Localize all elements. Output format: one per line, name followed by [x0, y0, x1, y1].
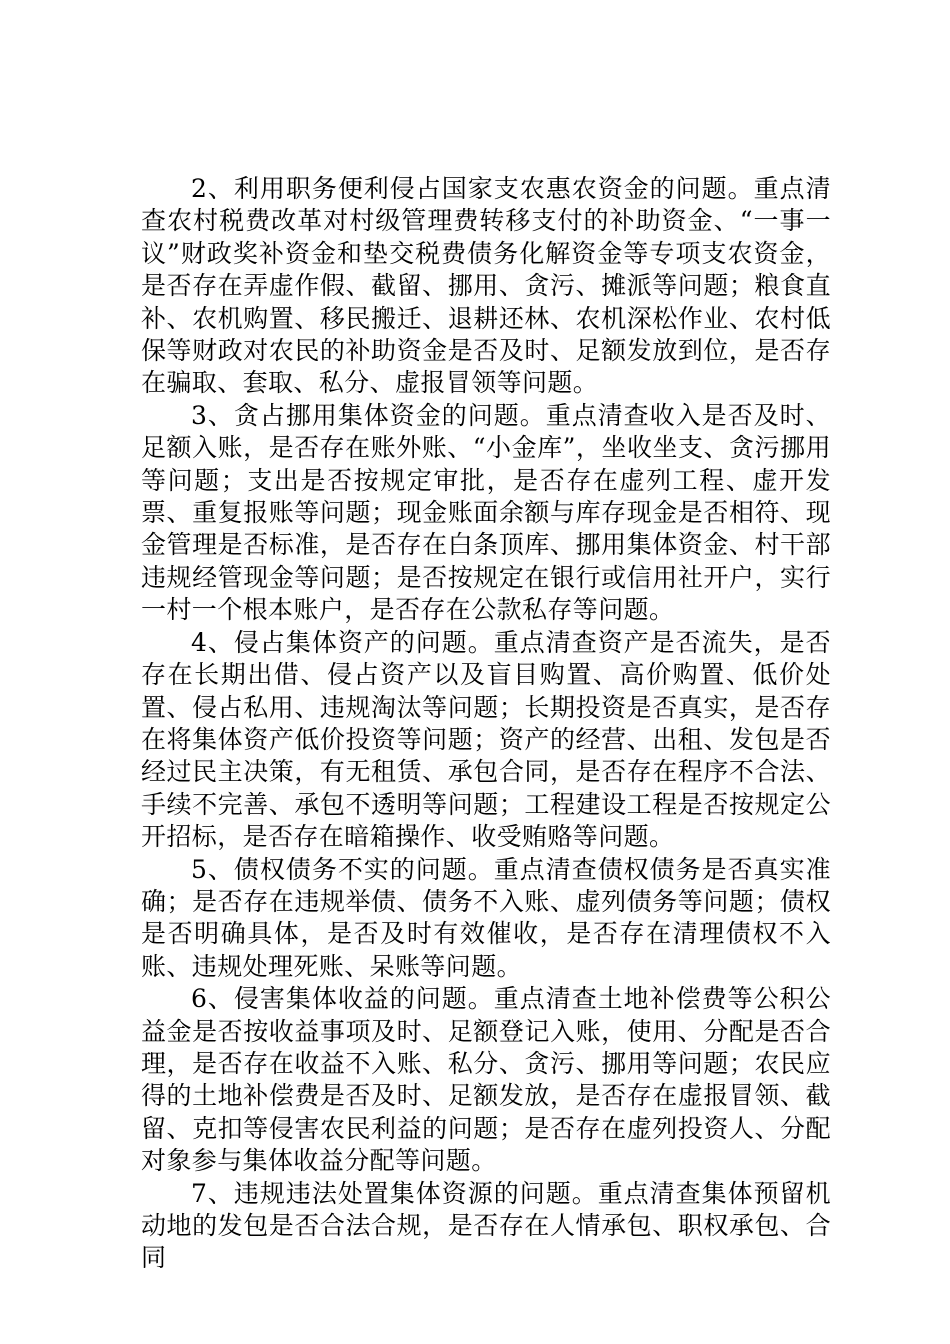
- paragraph-item-3: 3、贪占挪用集体资金的问题。重点清查收入是否及时、足额入账，是否存在账外账、“小金库”，坐收坐支、贪污挪用等问题；支出是否按规定审批，是否存在虚列工程、虚开发票、重复报账等问题；现金账面余额与库存现金是否相符、现金管理是否标准，是否存在白条顶库、挪用集体资金、村干部违规经管现金等问题；是否按规定在银行或信用社开户，实行一村一个根本账户，是否存在公款私存等问题。: [141, 400, 831, 625]
- document-body: [141, 173, 831, 1275]
- paragraph-item-6: 6、侵害集体收益的问题。重点清查土地补偿费等公积公益金是否按收益事项及时、足额登记入账，使用、分配是否合理，是否存在收益不入账、私分、贪污、挪用等问题；农民应得的土地补偿费是否及时、足额发放，是否存在虚报冒领、截留、克扣等侵害农民利益的问题；是否存在虚列投资人、分配对象参与集体收益分配等问题。: [141, 984, 831, 1176]
- paragraph-item-7: 7、违规违法处置集体资源的问题。重点清查集体预留机动地的发包是否合法合规，是否存在人情承包、职权承包、合同: [141, 1178, 831, 1273]
- paragraph-item-5: 5、债权债务不实的问题。重点清查债权债务是否真实准确；是否存在违规举债、债务不入账、虚列债务等问题；债权是否明确具体，是否及时有效催收，是否存在清理债权不入账、违规处理死账、呆账等问题。: [141, 854, 831, 981]
- paragraph-item-2: 2、利用职务便利侵占国家支农惠农资金的问题。重点清查农村税费改革对村级管理费转移支付的补助资金、“一事一议”财政奖补资金和垫交税费债务化解资金等专项支农资金，是否存在弄虚作假、截留、挪用、贪污、摊派等问题；粮食直补、农机购置、移民搬迁、退耕还林、农机深松作业、农村低保等财政对农民的补助资金是否及时、足额发放到位，是否存在骗取、套取、私分、虚报冒领等问题。: [141, 174, 831, 398]
- paragraph-item-4: 4、侵占集体资产的问题。重点清查资产是否流失，是否存在长期出借、侵占资产以及盲目购置、高价购置、低价处置、侵占私用、违规淘汰等问题；长期投资是否真实，是否存在将集体资产低价投资等问题；资产的经营、出租、发包是否经过民主决策，有无租赁、承包合同，是否存在程序不合法、手续不完善、承包不透明等问题；工程建设工程是否按规定公开招标，是否存在暗箱操作、收受贿赂等问题。: [141, 627, 831, 852]
